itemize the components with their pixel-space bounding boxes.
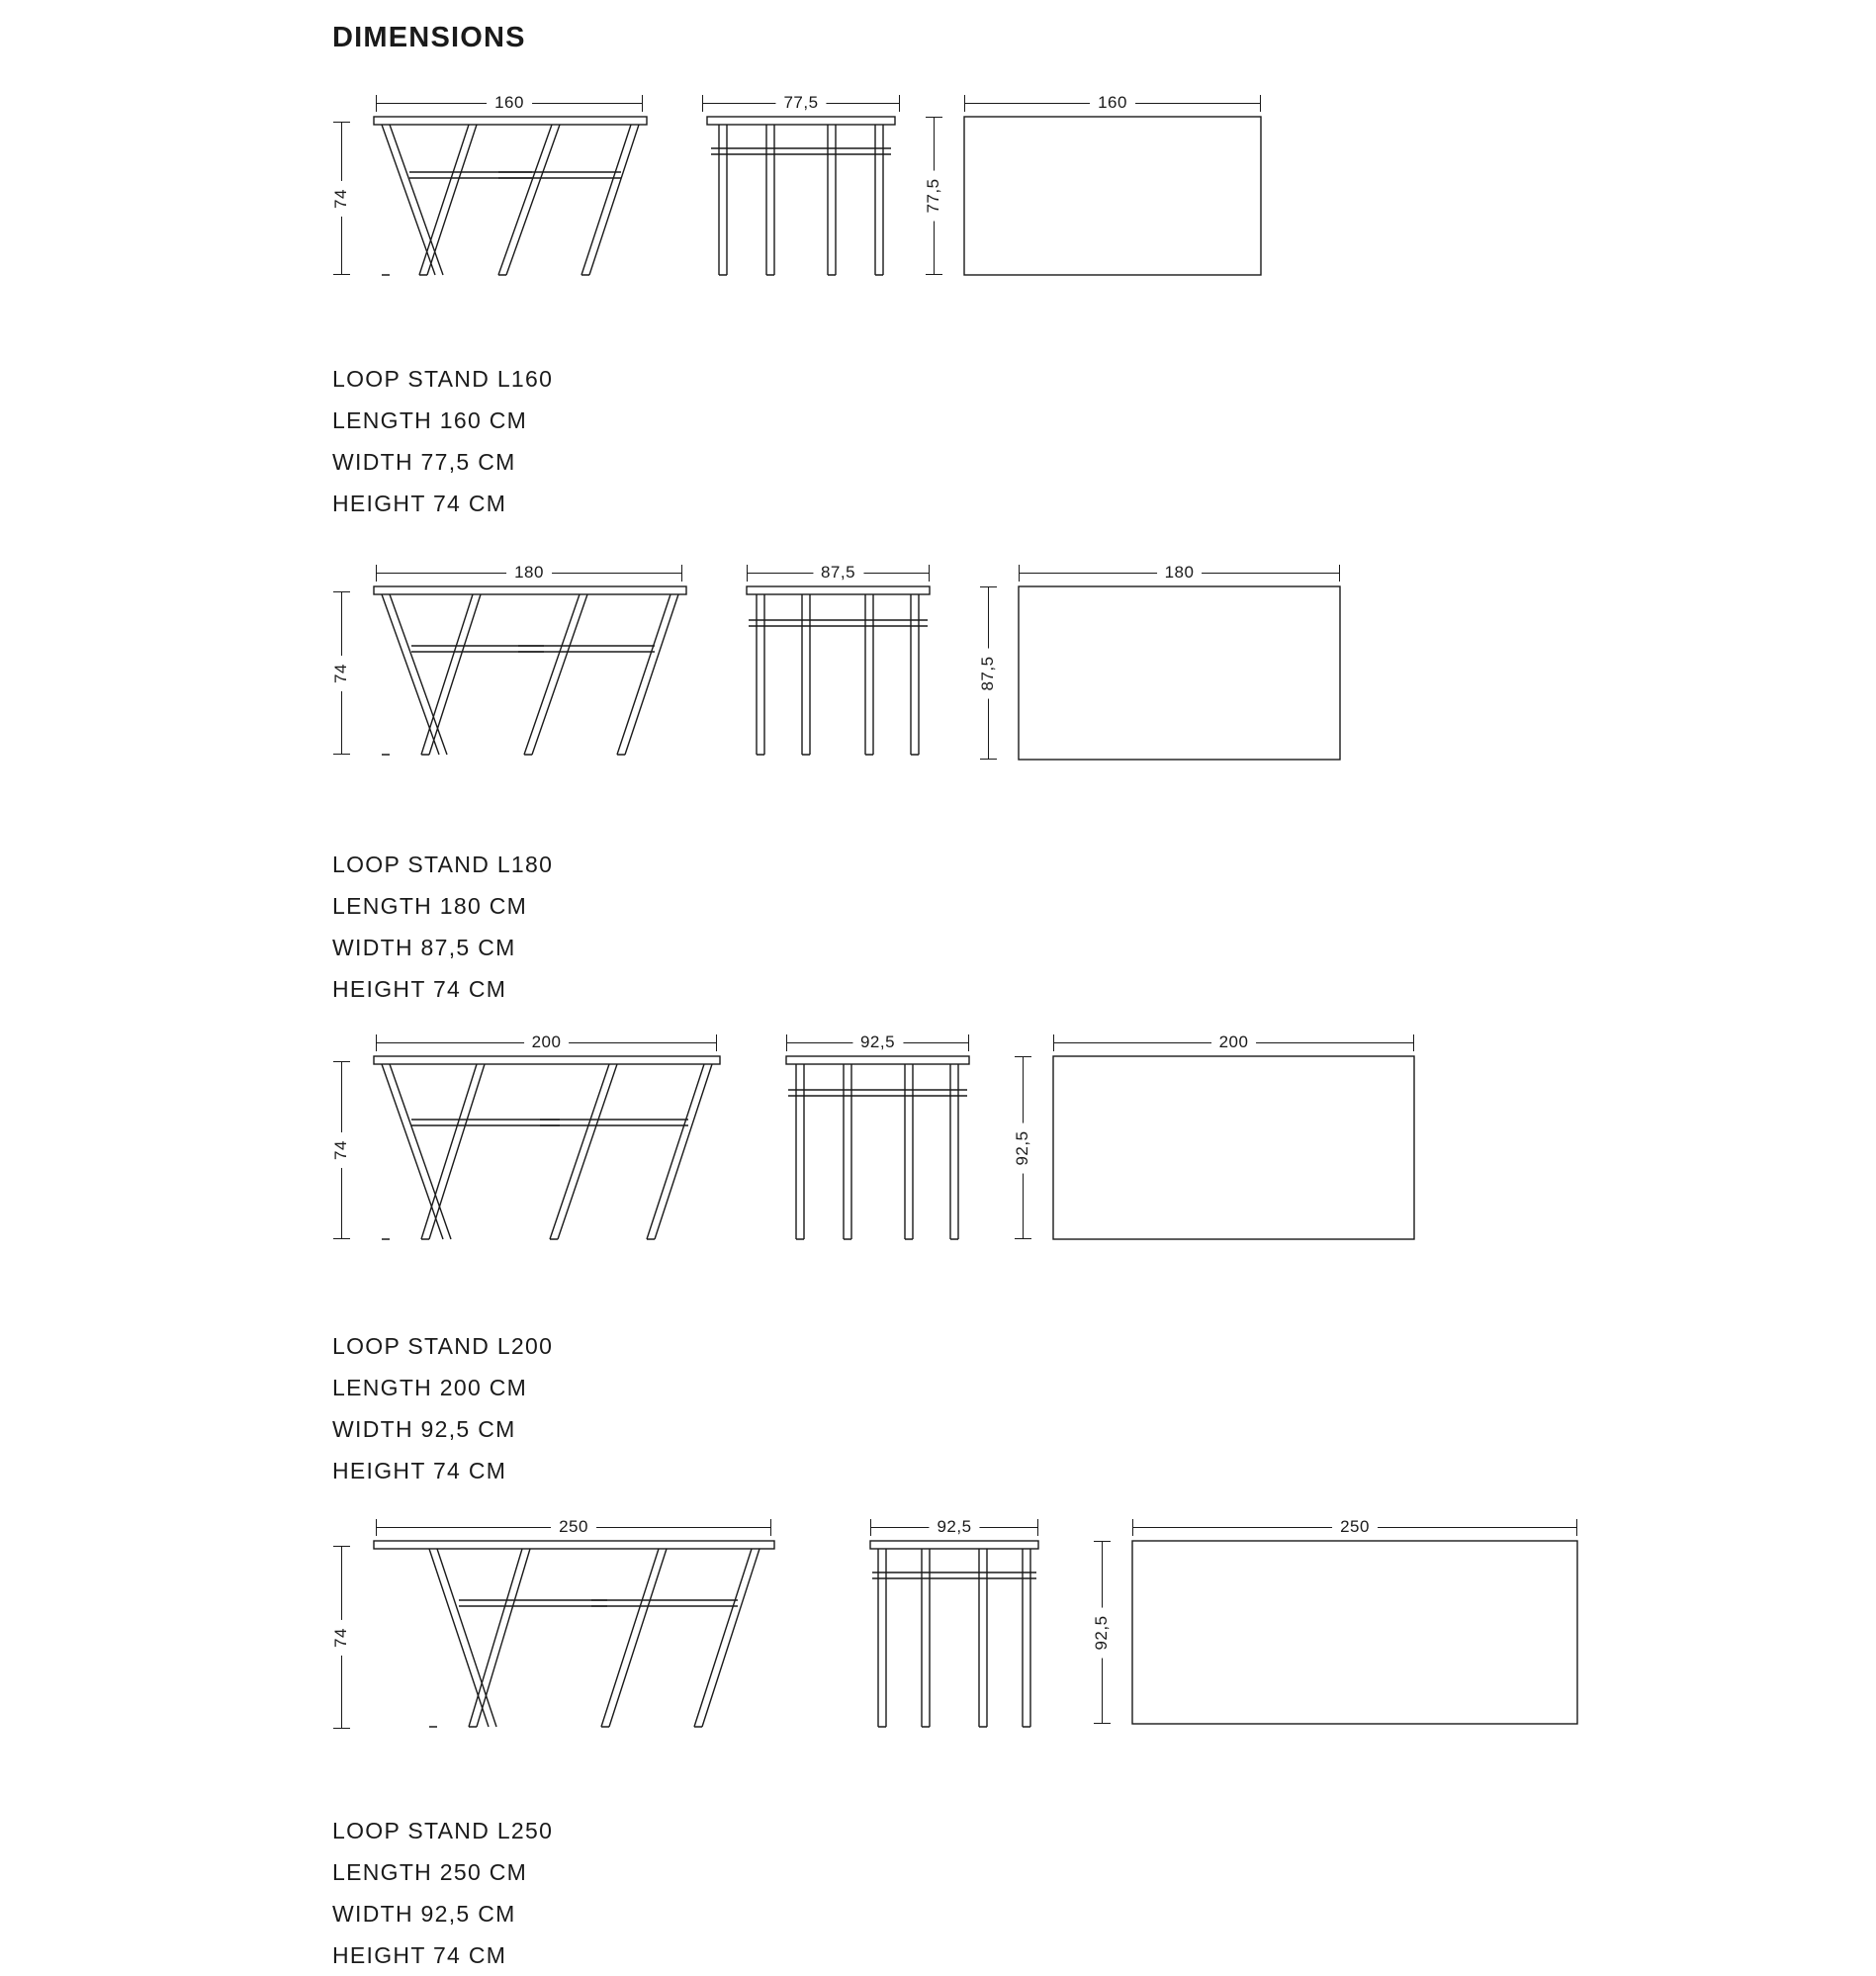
dimension-tick-left [1132, 1519, 1133, 1536]
dimension-tick-bottom [1015, 1238, 1031, 1239]
dimension-tick-left [747, 565, 748, 582]
product-block-l250 [0, 1513, 1876, 1968]
product-name: LOOP STAND L200 [332, 1333, 554, 1359]
dimension-label: 160 [487, 93, 532, 113]
top-depth-dimension [1093, 1541, 1111, 1724]
side-width-dimension [870, 1518, 1038, 1536]
dimension-tick-right [899, 95, 900, 112]
dimension-tick-left [376, 95, 377, 112]
views-row [0, 1513, 1876, 1741]
dimension-label: 250 [551, 1517, 596, 1537]
top-width-dimension [1132, 1518, 1577, 1536]
front-height-dimension [332, 1546, 350, 1729]
dimension-tick-right [1260, 95, 1261, 112]
product-block-l160 [0, 89, 1876, 516]
dimension-tick-left [1053, 1034, 1054, 1051]
front-height-dimension [332, 1061, 350, 1239]
front-width-dimension [376, 564, 682, 582]
page-title: DIMENSIONS [332, 22, 526, 53]
dimension-tick-left [964, 95, 965, 112]
side-elevation-drawing [870, 1541, 1038, 1734]
top-depth-dimension [1014, 1056, 1031, 1239]
dimension-tick-right [770, 1519, 771, 1536]
product-width: WIDTH 87,5 CM [332, 935, 516, 960]
front-height-dimension [332, 591, 350, 755]
product-name: LOOP STAND L160 [332, 366, 554, 392]
dimension-tick-right [968, 1034, 969, 1051]
product-length: LENGTH 160 CM [332, 407, 528, 433]
top-plan-drawing [1132, 1541, 1577, 1724]
dimension-label: 87,5 [978, 648, 998, 698]
front-height-dimension [332, 122, 350, 275]
side-width-dimension [702, 94, 900, 112]
side-elevation-drawing [707, 117, 895, 280]
product-name: LOOP STAND L250 [332, 1818, 554, 1843]
product-block-l200 [0, 1029, 1876, 1483]
views-row [0, 1029, 1876, 1256]
dimension-label: 77,5 [924, 170, 943, 221]
dimension-label: 74 [331, 656, 351, 691]
side-elevation-drawing [786, 1056, 969, 1244]
dimension-tick-left [786, 1034, 787, 1051]
dimension-tick-left [376, 565, 377, 582]
product-length: LENGTH 250 CM [332, 1859, 528, 1885]
side-width-dimension [786, 1033, 969, 1051]
side-width-dimension [747, 564, 930, 582]
top-plan-drawing [964, 117, 1261, 275]
product-height: HEIGHT 74 CM [332, 491, 507, 516]
product-width: WIDTH 92,5 CM [332, 1901, 516, 1927]
front-elevation-drawing [374, 1541, 774, 1734]
top-plan-drawing [1053, 1056, 1414, 1239]
dimension-tick-right [1339, 565, 1340, 582]
dimension-label: 160 [1090, 93, 1135, 113]
views-row [0, 559, 1876, 786]
dimension-tick-right [1413, 1034, 1414, 1051]
product-name: LOOP STAND L180 [332, 852, 554, 877]
dimension-tick-bottom [926, 274, 942, 275]
dimension-label: 250 [1332, 1517, 1378, 1537]
top-width-dimension [964, 94, 1261, 112]
product-width: WIDTH 77,5 CM [332, 449, 516, 475]
product-height: HEIGHT 74 CM [332, 976, 507, 1002]
dimension-label: 74 [331, 1132, 351, 1168]
dimension-label: 92,5 [1092, 1607, 1112, 1658]
dimension-label: 74 [331, 1620, 351, 1656]
top-depth-dimension [925, 117, 942, 275]
dimension-tick-right [1037, 1519, 1038, 1536]
dimension-label: 92,5 [852, 1033, 903, 1052]
top-plan-drawing [1019, 586, 1340, 760]
views-row [0, 89, 1876, 316]
dimension-tick-left [870, 1519, 871, 1536]
dimension-tick-right [642, 95, 643, 112]
side-elevation-drawing [747, 586, 930, 760]
dimension-tick-right [681, 565, 682, 582]
dimension-tick-left [702, 95, 703, 112]
dimension-tick-right [716, 1034, 717, 1051]
product-height: HEIGHT 74 CM [332, 1458, 507, 1483]
dimension-label: 87,5 [813, 563, 863, 583]
dimension-tick-left [376, 1519, 377, 1536]
dimension-tick-top [980, 586, 997, 587]
front-width-dimension [376, 1033, 717, 1051]
dimension-tick-left [376, 1034, 377, 1051]
dimension-tick-bottom [980, 759, 997, 760]
dimension-tick-bottom [1094, 1723, 1111, 1724]
dimension-tick-top [333, 591, 350, 592]
front-elevation-drawing [374, 1056, 720, 1244]
product-block-l180 [0, 559, 1876, 1002]
dimension-label: 180 [1157, 563, 1203, 583]
top-width-dimension [1053, 1033, 1414, 1051]
front-width-dimension [376, 94, 643, 112]
product-width: WIDTH 92,5 CM [332, 1416, 516, 1442]
top-depth-dimension [979, 586, 997, 760]
dimension-label: 200 [1211, 1033, 1257, 1052]
product-height: HEIGHT 74 CM [332, 1942, 507, 1968]
dimension-tick-top [1094, 1541, 1111, 1542]
product-length: LENGTH 200 CM [332, 1375, 528, 1400]
dimension-tick-top [333, 1546, 350, 1547]
front-elevation-drawing [374, 586, 686, 760]
front-width-dimension [376, 1518, 771, 1536]
dimension-tick-right [929, 565, 930, 582]
dimension-tick-top [333, 1061, 350, 1062]
dimension-label: 77,5 [775, 93, 826, 113]
front-elevation-drawing [374, 117, 647, 280]
dimension-tick-bottom [333, 274, 350, 275]
dimension-tick-bottom [333, 1238, 350, 1239]
dimension-tick-left [1019, 565, 1020, 582]
dimension-tick-top [1015, 1056, 1031, 1057]
dimension-tick-bottom [333, 754, 350, 755]
top-width-dimension [1019, 564, 1340, 582]
dimension-label: 92,5 [1013, 1123, 1032, 1173]
dimension-label: 200 [524, 1033, 570, 1052]
dimension-label: 180 [506, 563, 552, 583]
dimension-tick-right [1576, 1519, 1577, 1536]
dimension-tick-bottom [333, 1728, 350, 1729]
dimension-tick-top [926, 117, 942, 118]
product-length: LENGTH 180 CM [332, 893, 528, 919]
dimension-label: 92,5 [929, 1517, 979, 1537]
dimension-label: 74 [331, 181, 351, 217]
dimension-tick-top [333, 122, 350, 123]
